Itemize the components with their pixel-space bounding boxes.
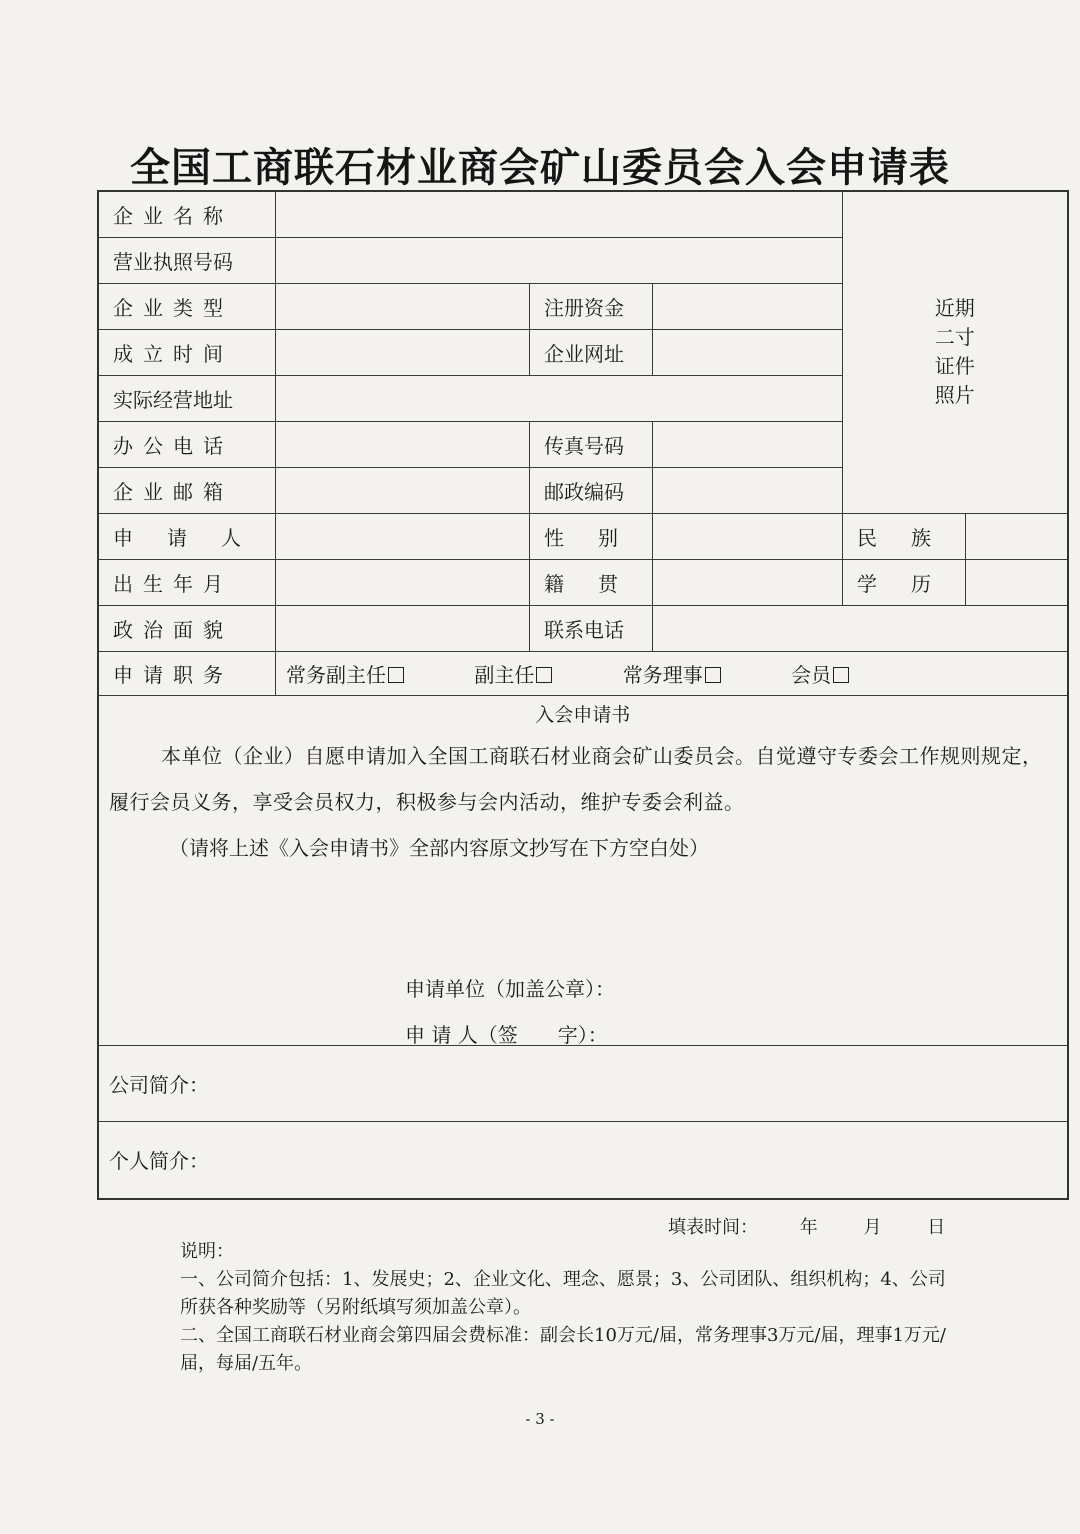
signature-area <box>405 966 615 1046</box>
label-applicant: 申请人 <box>98 513 276 559</box>
label-postcode: 邮政编码 <box>530 467 653 513</box>
address-field[interactable] <box>276 375 843 421</box>
notes-heading: 说明： <box>180 1241 234 1262</box>
label-website: 企业网址 <box>530 329 653 375</box>
website-field[interactable] <box>653 329 843 375</box>
sign-person-label: 申 请 人（签 字）： <box>405 1022 608 1045</box>
notes-item-2: 二、全国工商联石材业商会第四届会费标准：副会长10万元/届，常务理事3万元/届，理事1万元/届，每届/五年。 <box>180 1325 946 1374</box>
application-letter <box>98 695 1068 1045</box>
photo-text-4: 照片 <box>934 383 975 408</box>
letter-note: （请将上述《入会申请书》全部内容原文抄写在下方空白处） <box>169 835 709 860</box>
founded-field[interactable] <box>276 329 530 375</box>
registered-capital-field[interactable] <box>653 283 843 329</box>
label-company-type: 企业类型 <box>98 283 276 329</box>
postcode-field[interactable] <box>653 467 843 513</box>
notes-section <box>180 1238 950 1378</box>
political-status-field[interactable] <box>276 605 530 651</box>
fill-time-month: 月 <box>863 1217 882 1238</box>
label-company-name: 企业名称 <box>98 191 276 237</box>
letter-body: 本单位（企业）自愿申请加入全国工商联石材业商会矿山委员会。自觉遵守专委会工作规则规定，履行会员义务，享受会员权力，积极参与会内活动，维护专委会利益。 <box>109 743 1043 814</box>
native-place-field[interactable] <box>653 559 843 605</box>
option-executive-vice-director[interactable]: 常务副主任 <box>286 659 404 688</box>
application-form <box>97 190 1069 1200</box>
label-native-place: 籍贯 <box>530 559 653 605</box>
letter-title: 入会申请书 <box>535 703 631 726</box>
sign-unit-label: 申请单位（加盖公章）： <box>405 976 615 1001</box>
fill-time-day: 日 <box>927 1217 946 1238</box>
label-office-phone: 办公电话 <box>98 421 276 467</box>
photo-box <box>843 191 1068 513</box>
label-registered-capital: 注册资金 <box>530 283 653 329</box>
company-intro-label: 公司简介： <box>109 1072 209 1097</box>
checkbox-icon[interactable] <box>705 667 721 683</box>
label-license-no: 营业执照号码 <box>98 237 276 283</box>
label-position: 申请职务 <box>98 651 276 695</box>
page-number: - 3 - <box>525 1410 555 1428</box>
contact-phone-field[interactable] <box>653 605 1068 651</box>
company-intro-row[interactable] <box>98 1045 1068 1121</box>
personal-intro-row[interactable] <box>98 1121 1068 1199</box>
birth-field[interactable] <box>276 559 530 605</box>
fill-time <box>668 1213 945 1239</box>
label-gender: 性别 <box>530 513 653 559</box>
education-field[interactable] <box>966 559 1068 605</box>
photo-text-1: 近期 <box>934 296 975 321</box>
office-phone-field[interactable] <box>276 421 530 467</box>
form-title: 全国工商联石材业商会矿山委员会入会申请表 <box>130 145 950 191</box>
email-field[interactable] <box>276 467 530 513</box>
label-political-status: 政治面貌 <box>98 605 276 651</box>
checkbox-icon[interactable] <box>833 667 849 683</box>
checkbox-icon[interactable] <box>388 667 404 683</box>
photo-text-3: 证件 <box>934 354 975 379</box>
ethnicity-field[interactable] <box>966 513 1068 559</box>
label-founded: 成立时间 <box>98 329 276 375</box>
fill-time-label: 填表时间： <box>668 1217 758 1238</box>
label-education: 学历 <box>843 559 966 605</box>
checkbox-icon[interactable] <box>536 667 552 683</box>
label-email: 企业邮箱 <box>98 467 276 513</box>
gender-field[interactable] <box>653 513 843 559</box>
applicant-field[interactable] <box>276 513 530 559</box>
fax-field[interactable] <box>653 421 843 467</box>
option-member[interactable]: 会员 <box>791 659 849 688</box>
label-ethnicity: 民族 <box>843 513 966 559</box>
license-no-field[interactable] <box>276 237 843 283</box>
label-address: 实际经营地址 <box>98 375 276 421</box>
company-type-field[interactable] <box>276 283 530 329</box>
option-executive-director[interactable]: 常务理事 <box>623 659 721 688</box>
label-fax: 传真号码 <box>530 421 653 467</box>
fill-time-year: 年 <box>799 1217 818 1238</box>
label-birth: 出生年月 <box>98 559 276 605</box>
option-vice-director[interactable]: 副主任 <box>474 659 552 688</box>
label-contact-phone: 联系电话 <box>530 605 653 651</box>
photo-text-2: 二寸 <box>934 325 975 350</box>
personal-intro-label: 个人简介： <box>109 1149 209 1174</box>
company-name-field[interactable] <box>276 191 843 237</box>
position-options <box>276 651 1068 695</box>
notes-item-1: 一、公司简介包括：1、发展史；2、企业文化、理念、愿景；3、公司团队、组织机构；4、公司所获各种奖励等（另附纸填写须加盖公章）。 <box>180 1269 946 1318</box>
